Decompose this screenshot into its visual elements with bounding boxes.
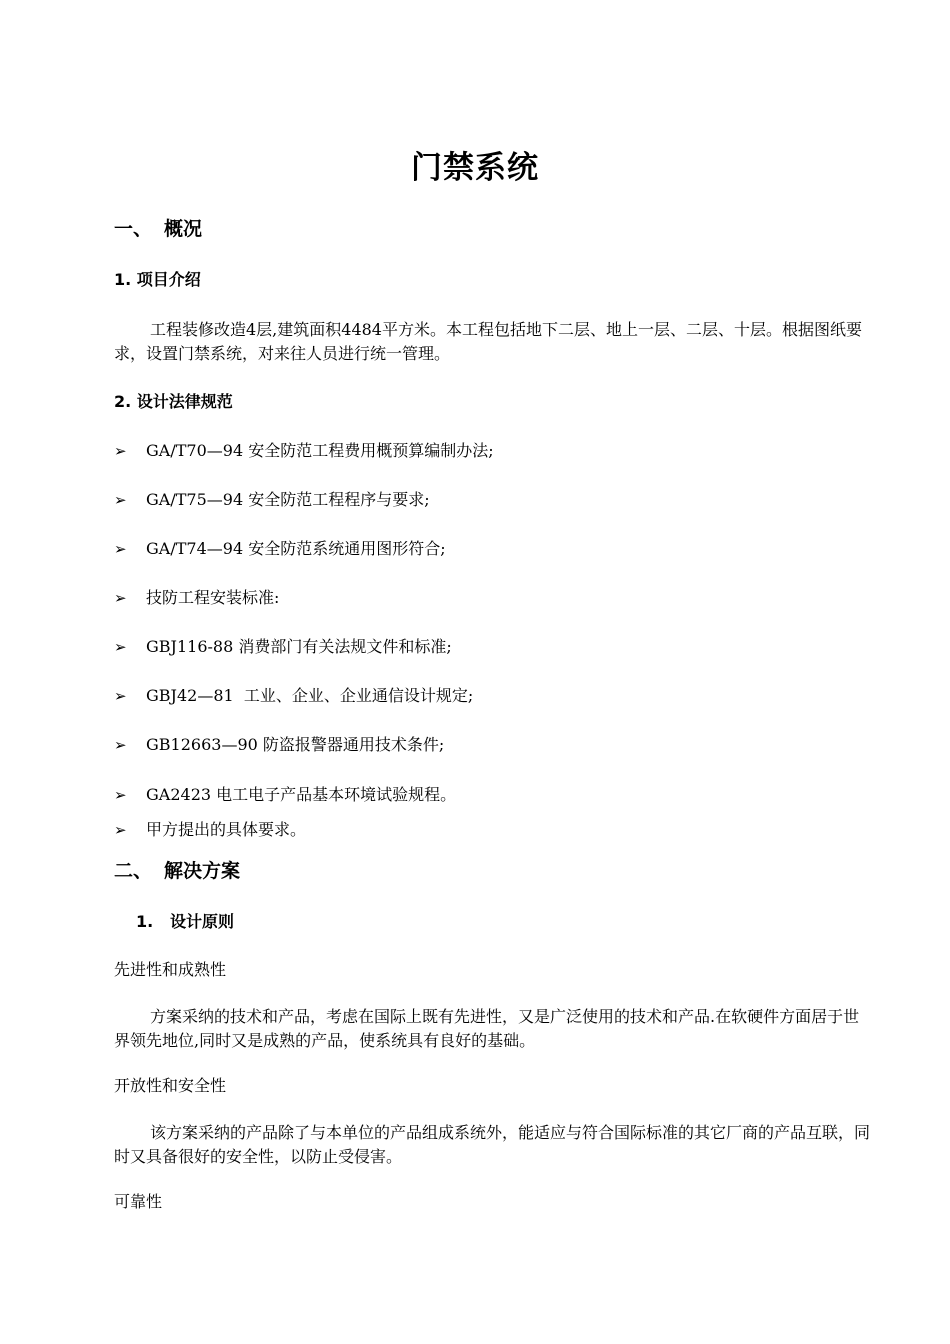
project-intro-paragraph: 工程装修改造4层,建筑面积4484平方米。本工程包括地下二层、地上一层、二层、十层。根据图纸要求，设置门禁系统，对来往人员进行统一管理。 [114, 320, 862, 363]
list-item-text: GBJ116-88 消费部门有关法规文件和标准; [146, 637, 452, 656]
arrow-bullet-icon: ➢ [114, 589, 127, 607]
principle-paragraph: 该方案采纳的产品除了与本单位的产品组成系统外，能适应与符合国际标准的其它厂商的产品互联，同时又具备很好的安全性，以防止受侵害。 [114, 1123, 871, 1166]
list-item [114, 818, 306, 842]
list-item-text: 甲方提出的具体要求。 [146, 820, 307, 839]
arrow-bullet-icon: ➢ [114, 786, 127, 804]
list-item [114, 684, 473, 708]
list-item [114, 635, 452, 659]
list-item-text: GBJ42—81 工业、企业、企业通信设计规定; [146, 686, 474, 705]
list-item-text: 技防工程安装标准: [146, 588, 280, 607]
arrow-bullet-icon: ➢ [114, 687, 127, 705]
subsection-number: 1. [114, 270, 132, 289]
arrow-bullet-icon: ➢ [114, 638, 127, 656]
arrow-bullet-icon: ➢ [114, 821, 127, 839]
section-title: 概况 [164, 218, 203, 240]
principle-paragraph: 方案采纳的技术和产品，考虑在国际上既有先进性，又是广泛使用的技术和产品.在软硬件方面居于世界领先地位,同时又是成熟的产品，使系统具有良好的基础。 [114, 1007, 860, 1050]
section-title: 解决方案 [164, 860, 241, 882]
subsection-number: 1. [136, 912, 154, 931]
page-title: 门禁系统 [411, 150, 539, 186]
subsection-heading-design-principles [136, 910, 234, 934]
arrow-bullet-icon: ➢ [114, 736, 127, 754]
subsection-heading-design-standards [114, 390, 233, 414]
list-item [114, 783, 456, 807]
principle-label: 先进性和成熟性 [114, 960, 227, 979]
arrow-bullet-icon: ➢ [114, 491, 127, 509]
section-number: 一、 [114, 218, 153, 240]
subsection-title: 设计法律规范 [136, 392, 233, 411]
principle-label: 开放性和安全性 [114, 1076, 227, 1095]
list-item-text: GA/T75—94 安全防范工程程序与要求; [146, 490, 430, 509]
arrow-bullet-icon: ➢ [114, 540, 127, 558]
principle-label: 可靠性 [114, 1192, 163, 1211]
list-item [114, 488, 430, 512]
list-item [114, 586, 279, 610]
subsection-title: 项目介绍 [136, 270, 201, 289]
list-item-text: GA2423 电工电子产品基本环境试验规程。 [146, 785, 457, 804]
arrow-bullet-icon: ➢ [114, 442, 127, 460]
list-item-text: GA/T74—94 安全防范系统通用图形符合; [146, 539, 446, 558]
subsection-number: 2. [114, 392, 132, 411]
list-item [114, 537, 446, 561]
list-item [114, 733, 444, 757]
list-item-text: GA/T70—94 安全防范工程费用概预算编制办法; [146, 441, 494, 460]
subsection-title: 设计原则 [170, 912, 235, 931]
section-heading-overview [114, 216, 202, 242]
section-heading-solution [114, 858, 240, 884]
list-item [114, 439, 494, 463]
subsection-heading-project-intro [114, 268, 201, 292]
section-number: 二、 [114, 860, 153, 882]
list-item-text: GB12663—90 防盗报警器通用技术条件; [146, 735, 445, 754]
